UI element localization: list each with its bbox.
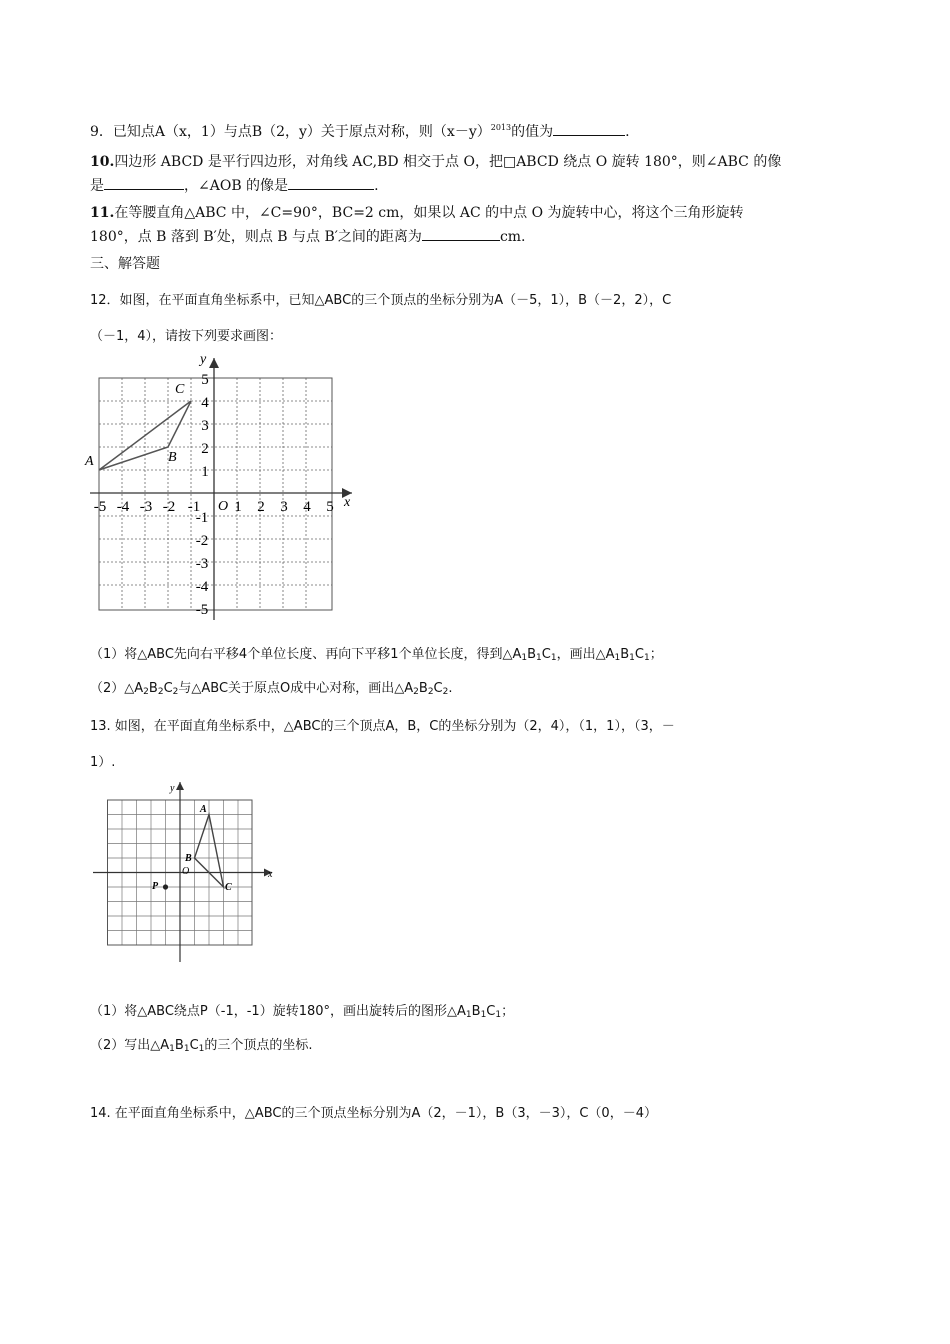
- q13-label-origin: O: [182, 866, 190, 877]
- q13-y-arrow: [176, 782, 184, 790]
- q13-sub1-s1: 1: [465, 1010, 472, 1020]
- q13-sub2-text-a: （2）写出△A: [90, 1038, 170, 1053]
- q9-answer-blank[interactable]: [553, 135, 625, 136]
- q13-label-c: C: [225, 882, 232, 893]
- q12-sub1-text-f: C: [634, 647, 644, 662]
- q12-sub1-text-d: ，画出△A: [556, 647, 615, 662]
- q10-line2b: ，∠AOB 的像是: [184, 178, 289, 194]
- q12-xtick-n3: -3: [139, 499, 153, 515]
- q12-xtick-n2: -2: [162, 499, 176, 515]
- q12-coordinate-graph: [82, 350, 362, 620]
- q12-sub1-s1: 1: [521, 653, 528, 663]
- q9-tail: 的值为: [511, 124, 554, 140]
- question-10-line1: [90, 152, 781, 172]
- q12-xtick-2: 2: [257, 499, 265, 515]
- q12-sub1-text-a: （1）将△ABC先向右平移4个单位长度、再向下平移1个单位长度，得到△A: [90, 647, 522, 662]
- q11-line2: 180°，点 B 落到 B′处，则点 B 与点 B′之间的距离为: [90, 229, 422, 245]
- q12-ytick-4: 4: [201, 395, 209, 411]
- question-9: [90, 118, 630, 142]
- q13-sub1-text-a: （1）将△ABC绕点P（-1，-1）旋转180°，画出旋转后的图形△A: [90, 1004, 466, 1019]
- q12-sub1-s5: 1: [629, 653, 635, 663]
- q12-subquestion-1: [90, 645, 663, 668]
- q12-sub2-s2: 2: [157, 687, 164, 697]
- q10-blank-2[interactable]: [288, 189, 374, 190]
- q13-sub2-s1: 1: [169, 1044, 175, 1054]
- q12-sub1-text-b: B: [527, 647, 537, 662]
- q12-sub2-text-d: 与△ABC关于原点O成中心对称，画出△A: [178, 681, 414, 696]
- q13-sub1-s2: 1: [480, 1010, 487, 1020]
- q12-sub2-s5: 2: [427, 687, 434, 697]
- q13-label-y: y: [170, 783, 175, 794]
- question-12-line2: （－1，4），请按下列要求画图：: [90, 329, 283, 344]
- q12-xtick-n5: -5: [93, 499, 107, 515]
- q12-sub1-s3: 1: [550, 653, 557, 663]
- q13-sub2-text-c: C: [189, 1038, 199, 1053]
- q12-ytick-1: 1: [201, 464, 209, 480]
- q12-ytick-n3: -3: [195, 556, 209, 572]
- question-13-line1: 13. 如图，在平面直角坐标系中，△ABC的三个顶点A，B，C的坐标分别为（2，4），（1，1），（3，－: [90, 719, 675, 734]
- q12-label-x: x: [344, 495, 351, 510]
- q9-text: 9．已知点A（x，1）与点B（2，y）关于原点对称，则（x－y）: [90, 124, 491, 140]
- q12-sub2-s6: 2: [442, 687, 449, 697]
- q12-xtick-5: 5: [326, 499, 334, 515]
- q13-label-p: P: [152, 881, 159, 892]
- q12-ytick-n5: -5: [195, 602, 209, 618]
- q13-label-x: x: [268, 869, 273, 880]
- q13-label-b: B: [185, 853, 192, 864]
- q13-point-p: [163, 884, 168, 889]
- q9-end: .: [625, 124, 630, 140]
- question-11-line2: [90, 227, 526, 247]
- q13-label-a: A: [200, 804, 207, 815]
- q13-sub2-s2: 1: [183, 1044, 190, 1054]
- q12-sub2-s1: 2: [143, 687, 149, 697]
- q12-ytick-5: 5: [201, 372, 209, 388]
- q12-ytick-n1: -1: [195, 510, 209, 526]
- q12-sub2-text-g: .: [448, 681, 453, 696]
- q12-grid: [99, 378, 332, 610]
- q10-blank-1[interactable]: [104, 189, 184, 190]
- q12-sub1-s6: 1: [643, 653, 650, 663]
- q11-unit: cm.: [499, 229, 526, 245]
- q13-sub2-s3: 1: [198, 1044, 205, 1054]
- q12-ytick-2: 2: [201, 441, 209, 457]
- q13-subquestion-2: [90, 1036, 313, 1059]
- question-12-line1: 12．如图，在平面直角坐标系中，已知△ABC的三个顶点的坐标分别为A（－5，1），B（－2，2），C: [90, 293, 672, 308]
- q11-line1: 在等腰直角△ABC 中，∠C=90°，BC=2 cm，如果以 AC 的中点 O 为旋转中心，将这个三角形旋转: [114, 205, 744, 221]
- question-14: 14. 在平面直角坐标系中，△ABC的三个顶点坐标分别为A（2，－1），B（3，－3），C（0，－4）: [90, 1106, 657, 1121]
- q12-sub2-text-f: C: [433, 681, 443, 696]
- q12-subquestion-2: [90, 679, 453, 702]
- q12-grid-border: [99, 378, 332, 610]
- q13-sub2-text-d: 的三个顶点的坐标.: [204, 1038, 313, 1053]
- q10-number: 10.: [90, 154, 115, 170]
- q12-sub2-text-a: （2）△A: [90, 681, 144, 696]
- q12-label-origin: O: [218, 499, 229, 514]
- q12-ytick-3: 3: [201, 418, 209, 434]
- q13-sub1-text-c: C: [486, 1004, 496, 1019]
- q12-sub1-text-e: B: [620, 647, 630, 662]
- q12-label-c: C: [175, 382, 185, 397]
- question-13-line2: 1）.: [90, 755, 116, 770]
- section-heading: 三、解答题: [90, 256, 160, 272]
- q12-sub2-text-e: B: [418, 681, 428, 696]
- q13-sub2-text-b: B: [174, 1038, 184, 1053]
- q13-sub1-text-d: ；: [501, 1004, 515, 1019]
- q12-label-y: y: [200, 352, 207, 367]
- q12-sub1-text-c: C: [541, 647, 551, 662]
- q13-sub1-s3: 1: [495, 1010, 502, 1020]
- q13-coordinate-graph: [90, 776, 280, 966]
- q12-xtick-4: 4: [303, 499, 311, 515]
- q12-label-b: B: [168, 450, 177, 465]
- q12-xtick-n4: -4: [116, 499, 130, 515]
- q11-blank[interactable]: [422, 240, 500, 241]
- q13-subquestion-1: [90, 1002, 514, 1025]
- q12-xtick-1: 1: [234, 499, 242, 515]
- q12-sub2-text-c: C: [163, 681, 173, 696]
- q12-sub1-s2: 1: [536, 653, 542, 663]
- question-10-line2: [90, 176, 379, 196]
- q13-sub1-text-b: B: [471, 1004, 481, 1019]
- q12-sub2-s4: 2: [413, 687, 419, 697]
- q12-sub1-s4: 1: [614, 653, 621, 663]
- q12-y-arrow: [209, 358, 219, 368]
- q12-ytick-n4: -4: [195, 579, 209, 595]
- q12-xtick-3: 3: [280, 499, 288, 515]
- q12-ytick-n2: -2: [195, 533, 209, 549]
- question-11-line1: [90, 203, 744, 223]
- q9-exponent: 2013: [490, 123, 512, 132]
- q12-label-a: A: [85, 454, 94, 469]
- q11-number: 11.: [90, 205, 115, 221]
- q12-sub1-text-g: ；: [649, 647, 663, 662]
- q12-sub2-s3: 2: [172, 687, 179, 697]
- q10-line2a: 是: [90, 178, 104, 194]
- q10-end: .: [374, 178, 379, 194]
- q12-xtick-n1: -1: [187, 499, 201, 515]
- q12-sub2-text-b: B: [148, 681, 158, 696]
- q10-line1: 四边形 ABCD 是平行四边形，对角线 AC,BD 相交于点 O，把□ABCD 绕点 O 旋转 180°，则∠ABC 的像: [114, 154, 782, 170]
